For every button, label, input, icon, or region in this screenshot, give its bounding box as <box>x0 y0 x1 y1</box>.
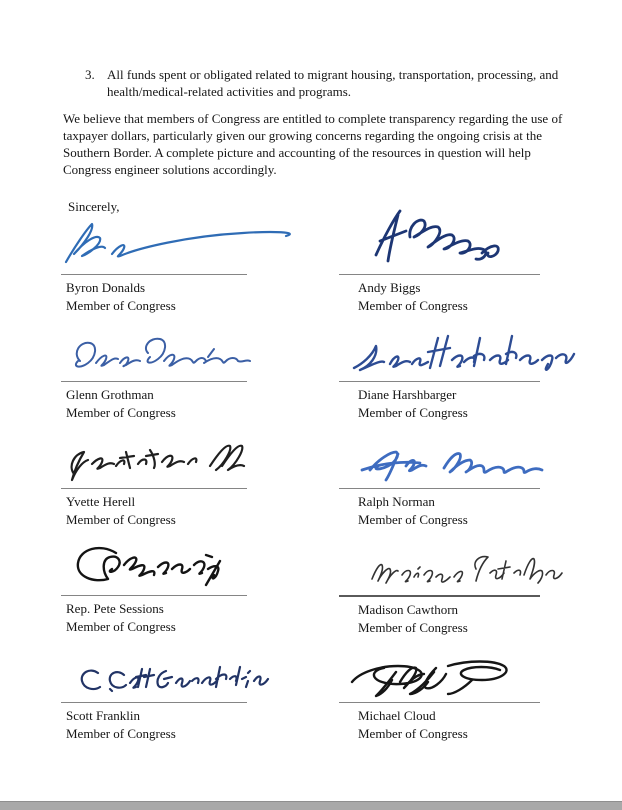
handwritten-signature <box>358 642 586 702</box>
signer-name: Diane Harshbarger <box>358 387 457 402</box>
signature-line <box>339 274 540 275</box>
signer-name: Madison Cawthorn <box>358 602 459 617</box>
closing-salutation: Sincerely, <box>68 199 120 214</box>
signature-ink-icon <box>370 203 520 269</box>
signer-title: Member of Congress <box>66 512 176 527</box>
signer-title: Member of Congress <box>66 298 176 313</box>
handwritten-signature <box>358 321 586 381</box>
signer-name: Glenn Grothman <box>66 387 154 402</box>
signer-name: Ralph Norman <box>358 494 435 509</box>
handwritten-signature <box>66 642 358 702</box>
signature-block <box>358 214 586 321</box>
signature-block <box>66 321 358 428</box>
signature-grid <box>66 214 586 749</box>
signature-line <box>339 381 540 382</box>
signer-title: Member of Congress <box>358 298 468 313</box>
signature-ink-icon <box>62 333 252 375</box>
signer-name: Rep. Pete Sessions <box>66 601 164 616</box>
signature-ink-icon <box>70 535 228 591</box>
handwritten-signature <box>66 214 358 274</box>
handwritten-signature <box>358 428 586 488</box>
signature-block <box>358 428 586 535</box>
signature-line <box>339 702 540 703</box>
signature-block <box>358 642 586 749</box>
signature-line <box>339 595 540 597</box>
numbered-list-item <box>85 66 563 100</box>
signer-title: Member of Congress <box>358 620 468 635</box>
body-paragraph: We believe that members of Congress are entitled to complete transparency regarding the use of taxpayer dollars, particularly given our growing concerns regarding the ongoing crisis at the Southern Border. A complete picture and accounting of the resources in question will help Congress engineer solutions accordingly. <box>63 111 563 177</box>
signature-block <box>358 321 586 428</box>
signature-ink-icon <box>366 543 566 587</box>
handwritten-signature <box>358 214 586 274</box>
signature-line <box>61 702 247 703</box>
signature-block <box>66 535 358 642</box>
list-item-text: All funds spent or obligated related to migrant housing, transportation, processing, and health/medical-related activities and programs. <box>107 67 559 99</box>
signer-title: Member of Congress <box>66 619 176 634</box>
page-edge <box>0 801 622 810</box>
signer-name: Byron Donalds <box>66 280 146 295</box>
signature-ink-icon <box>74 653 272 697</box>
signature-line <box>61 595 247 596</box>
signer-name: Michael Cloud <box>358 708 436 723</box>
signature-block <box>66 428 358 535</box>
signature-block <box>66 214 358 321</box>
signature-ink-icon <box>64 432 250 482</box>
signer-name: Scott Franklin <box>66 708 141 723</box>
handwritten-signature <box>66 321 358 381</box>
signer-name: Andy Biggs <box>358 280 421 295</box>
signer-title: Member of Congress <box>66 726 176 741</box>
signature-ink-icon <box>350 648 564 698</box>
signer-name: Yvette Herell <box>66 494 136 509</box>
signer-title: Member of Congress <box>66 405 176 420</box>
signer-title: Member of Congress <box>358 405 468 420</box>
handwritten-signature <box>66 535 358 595</box>
signature-block <box>66 642 358 749</box>
signature-ink-icon <box>58 206 316 270</box>
signer-title: Member of Congress <box>358 726 468 741</box>
signature-line <box>339 488 540 489</box>
signature-ink-icon <box>350 328 576 376</box>
list-item-number: 3. <box>85 67 95 82</box>
signature-line <box>61 274 247 275</box>
handwritten-signature <box>66 428 358 488</box>
handwritten-signature <box>358 535 586 595</box>
signer-title: Member of Congress <box>358 512 468 527</box>
signature-block <box>358 535 586 642</box>
signature-line <box>61 381 247 382</box>
signature-line <box>61 488 247 489</box>
signature-ink-icon <box>360 436 548 478</box>
